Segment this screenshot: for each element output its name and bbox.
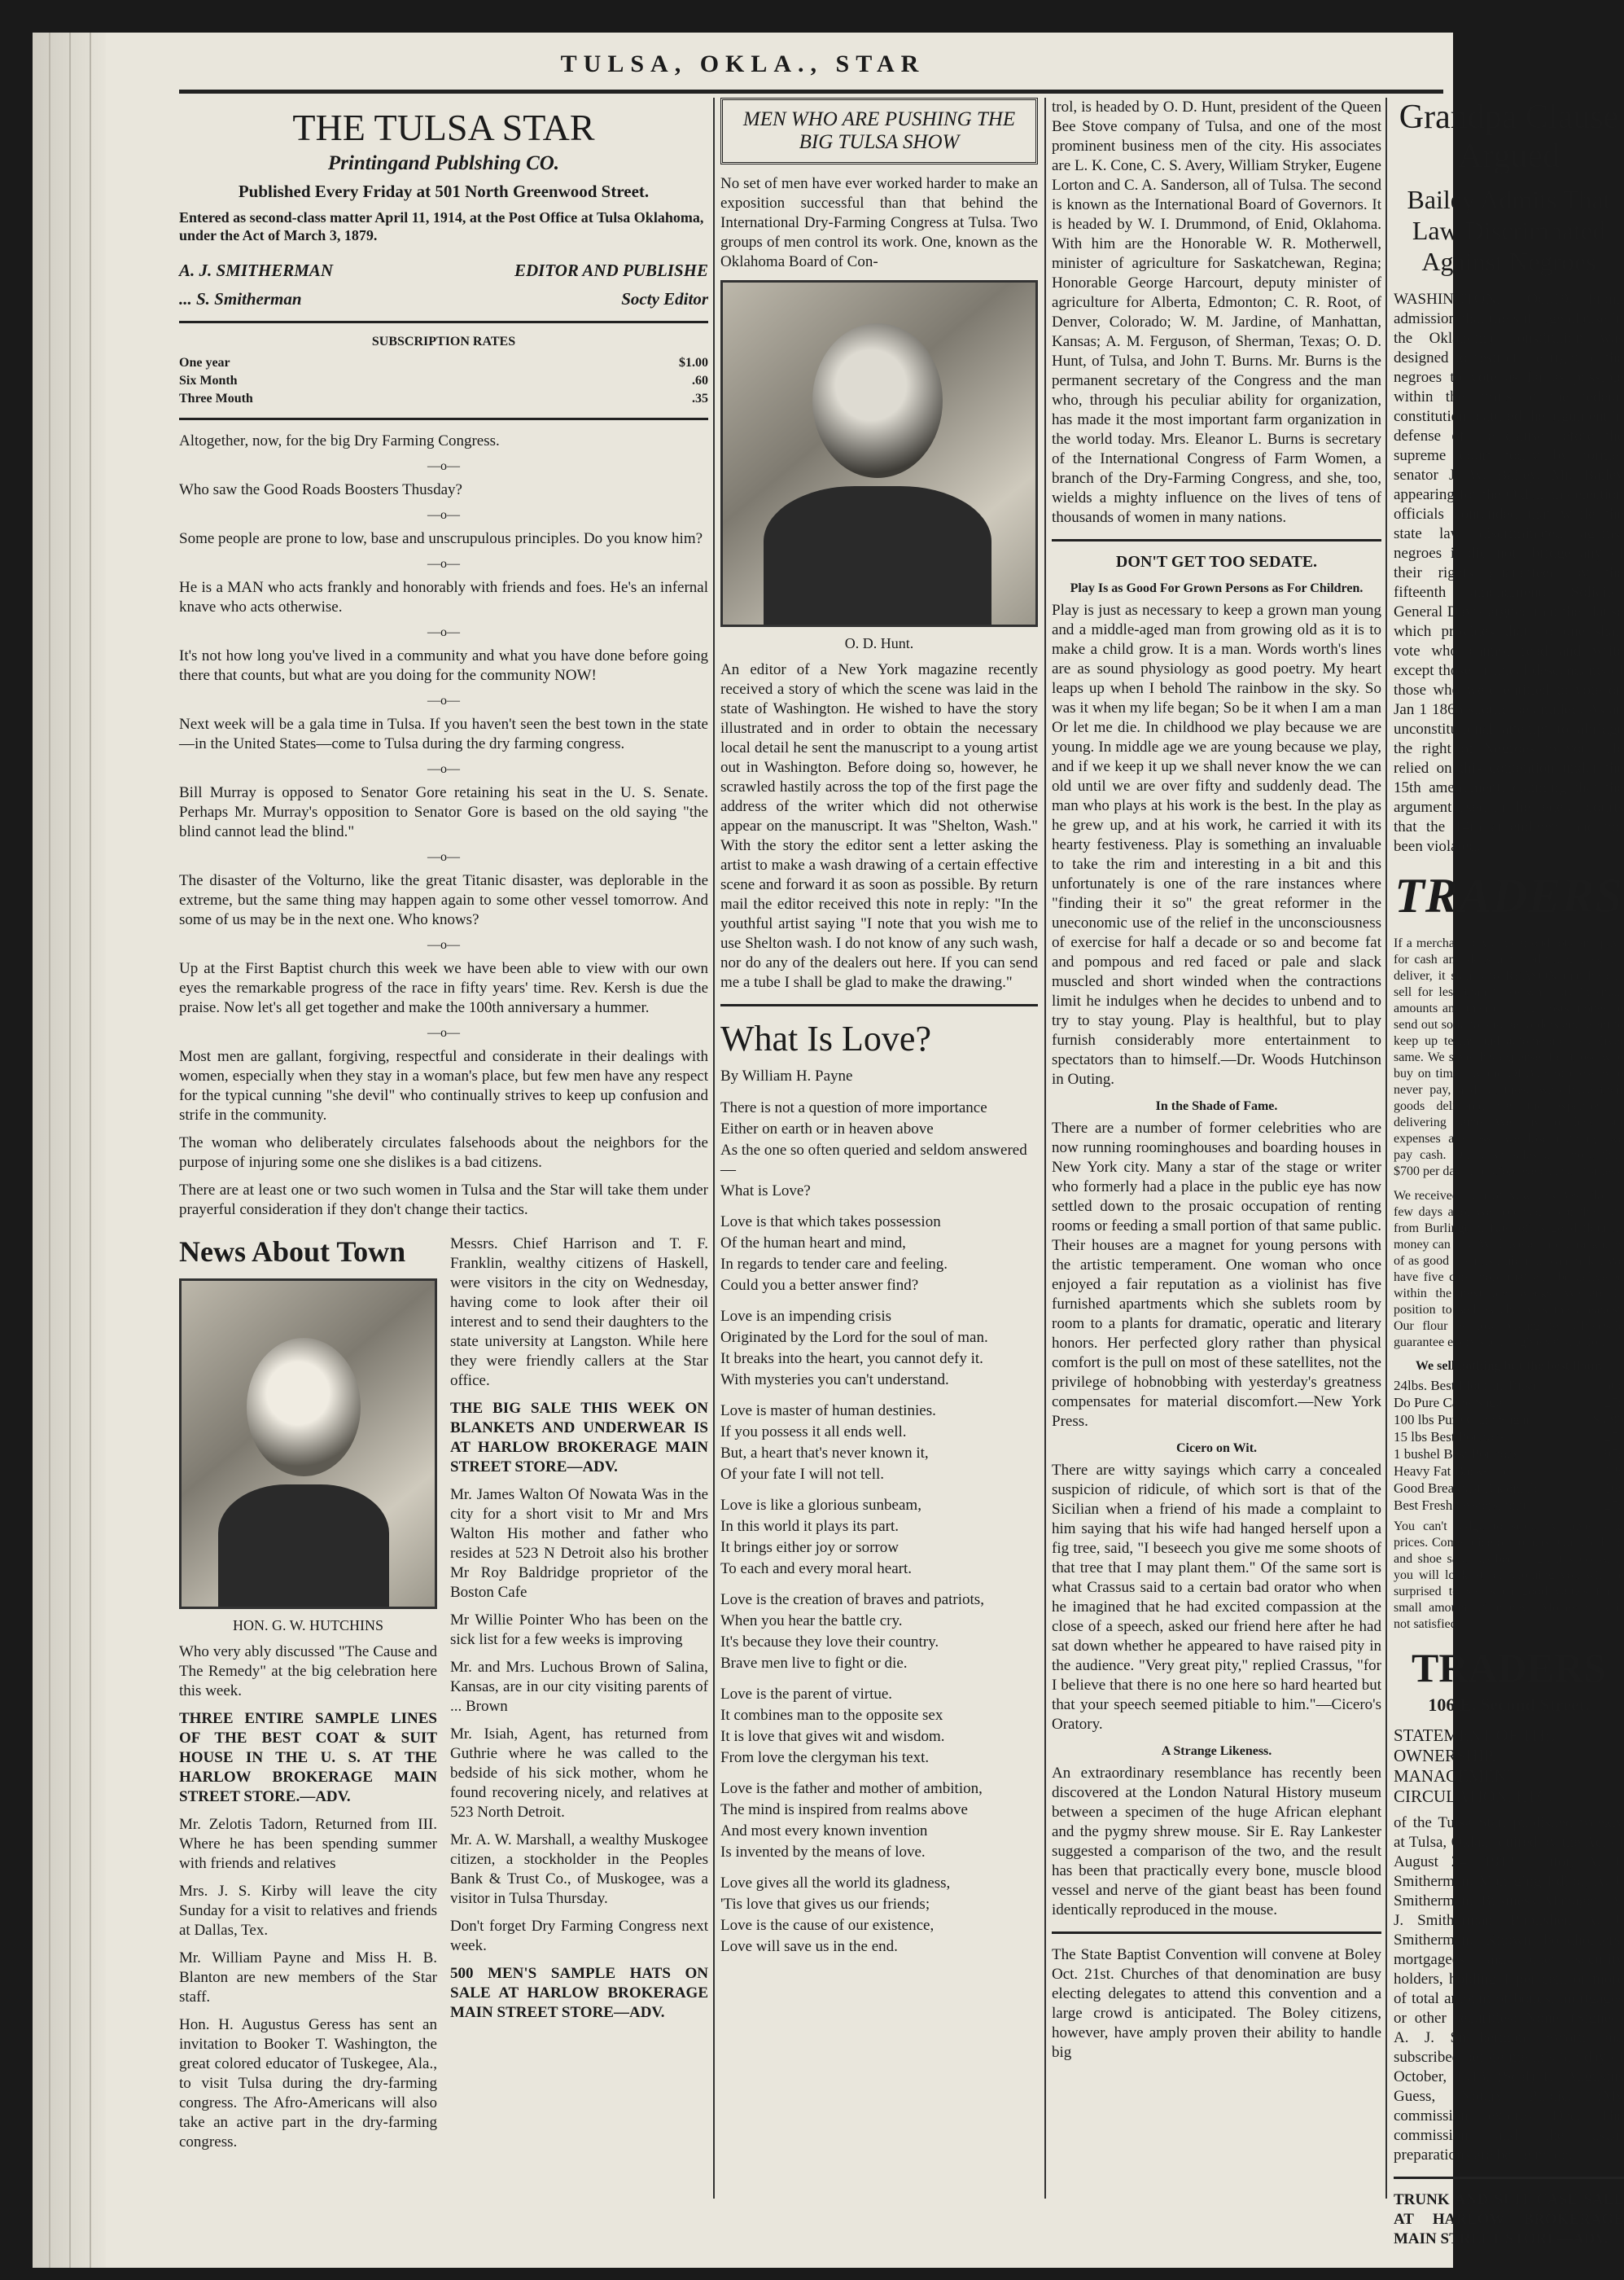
traders-text: If a merchant buys in carload lots and pays for cash and does not credit and does not deliver, it stands to REASON that he can sell for less than those who buy in small amounts and then credit. It costs money to send out solicitors to get orders and want to keep up teams and automobile to deliver same. We save this expense. Let those who buy on time pay the DEBTS of those who never pay, and let those who have their goods delivered pay the expenses of delivering same. We buy for less—our expenses are less—we lose nothing—we pay cash. Our cash sales are more than $700 per day. Therefore we can sell for less. bbox=[1394, 936, 1624, 1178]
poem-line: Love is that which takes possession bbox=[720, 1213, 941, 1230]
poem-line: Either on earth or in heaven above bbox=[720, 1120, 934, 1138]
column-rule bbox=[1385, 98, 1387, 2199]
poem-line: There is not a question of more importance bbox=[720, 1099, 987, 1116]
divider bbox=[179, 418, 708, 420]
price-item: 15 lbs Best Potatoes bbox=[1394, 1429, 1506, 1445]
poem-line: Originated by the Lord for the soul of man. bbox=[720, 1329, 988, 1346]
news-about-town-section bbox=[179, 1234, 708, 2160]
poem-line: In regards to tender care and feeling. bbox=[720, 1256, 948, 1273]
news-ad: 500 MEN'S SAMPLE HATS ON SALE AT HARLOW BROKERAGE MAIN STREET STORE—ADV. bbox=[450, 1965, 708, 2021]
poem-line: It brings either joy or sorrow bbox=[720, 1539, 899, 1556]
news-item: Mr. James Walton Of Nowata Was in the city for a short visit to Mr and Mrs Walton His mother and father who resides at 523 N Detroit also his brother Mr Roy Baldridge proprietor of the Boston Cafe bbox=[450, 1486, 708, 1601]
news-item: Who very ably discussed "The Cause and The Remedy" at the big celebration here this week. bbox=[179, 1643, 437, 1699]
poem-line: Love is the parent of virtue. bbox=[720, 1686, 893, 1703]
bailey-text: WASHINGTON, Oct.19.—Frank admission that the suffrage clause in the Oklahoma constitution was designed to restrict the right of the negroes to vote as far as possible within the limits of the federal constitution featured the argument in defense of the clause before the supreme court today by former senator J. W. Bailey. Mr. Bailey appearing for the Oklahoma election officials contended that while the state law discriminated against negroes it did not abridge any of their rights guaranteed by the fifteenth amendment. Solicitor General Davis argued that the clause which provides that no one shall vote who cannot read and write except those or lineal descendants of those who were entitled to vote on Jan 1 1866 should be anulled. As an unconstitutional attempt to abridge the right of Negroes to vote. He relied on this contention under the 15th amendment, claiming that the argument used in the federal courts that the 14th amendment had not been violated. bbox=[1394, 291, 1624, 855]
editorial-paragraph: He is a MAN who acts frankly and honorably with friends and foes. He's an infernal knave who acts otherwise. bbox=[179, 579, 708, 616]
photo-caption: O. D. Hunt. bbox=[844, 635, 914, 651]
poem-line: What is Love? bbox=[720, 1182, 811, 1199]
masthead-rule bbox=[179, 90, 1443, 94]
poem-line: It breaks into the heart, you cannot defy it. bbox=[720, 1350, 983, 1367]
price-value: 25c bbox=[1604, 1497, 1624, 1513]
rate-price: .60 bbox=[692, 374, 708, 388]
article-continued: trol, is headed by O. D. Hunt, president of the Queen Bee Stove company of Tulsa, and one of the most prominent business men of the city. His associates are L. K. Cone, C. S. Avery, William Stryker, Eugene Lorton and C. A. Sanderson, all of Tulsa. The second is known as the International Board of Governors. It is headed by W. I. Drummond, of Enid, Oklahoma. With him are the Honorable W. R. Motherwell, minister of agriculture for Saskatchewan, Regina; Honorable George Harcourt, deputy minister of agriculture for Alberta, Edmonton; C. R. Root, of Denver, Colorado; W. M. Jardine, of Manhattan, Kansas; A. M. Ferguson, of Sherman, Texas; O. D. Hunt, of Tulsa, and John T. Burns. Mr. Burns is the permanent secretary of the Congress and the man who, through his peculiar ability for organization, has made it the most important farm organization in the world today. Mrs. Eleanor L. Burns is secretary of the International Congress of Farm Women, a branch of the Dry-Farming Congress, and she, too, wields a mighty influence on the lives of tens of thousands of women in many nations. bbox=[1052, 99, 1381, 526]
separator: —o— bbox=[427, 938, 460, 952]
divider bbox=[179, 321, 708, 323]
news-item: Mrs. J. S. Kirby will leave the city Sunday for a visit to relatives and friends at Dallas, Tex. bbox=[179, 1883, 437, 1939]
price-item: 100 lbs Pure Cane Sugar bbox=[1394, 1412, 1531, 1427]
portrait-photo-hutchins bbox=[179, 1278, 437, 1609]
flour-text: We received a car of Newton's Best Flour a few days ago. We received a car the 15th from Burlington, Kas. of as good flour as money can buy. We have a car on track now of as good flour as Enid mill can make. We have five cars more that will be delivered within the next few weeks. We are in position to sell as cheap as the cheapest. Our flour is now paying for wholesale guarantee every sack to give satisfaction. bbox=[1394, 1189, 1624, 1349]
price-row bbox=[1394, 1377, 1624, 1394]
traders-address: 106 E. Second Street. bbox=[1428, 1695, 1590, 1715]
news-heading: News About Town bbox=[179, 1235, 406, 1268]
poem-line: Love will save us in the end. bbox=[720, 1938, 898, 1955]
rate-row bbox=[179, 374, 708, 388]
news-item: Mr. Zelotis Tadorn, Returned from III. Where he has been spending summer with friends and relatives bbox=[179, 1816, 437, 1872]
price-row bbox=[1394, 1445, 1624, 1462]
sedate-heading: DON'T GET TOO SEDATE. bbox=[1115, 553, 1318, 571]
poem-stanza bbox=[720, 1496, 1038, 1579]
price-value: 16c bbox=[1604, 1480, 1624, 1496]
news-item: Don't forget Dry Farming Congress next week. bbox=[450, 1918, 708, 1954]
divider bbox=[1052, 1931, 1381, 1934]
poem-line: Love is master of human destinies. bbox=[720, 1402, 936, 1419]
editorial-paragraph: Altogether, now, for the big Dry Farming Congress. bbox=[179, 432, 500, 449]
poem-line: The mind is inspired from realms above bbox=[720, 1801, 968, 1818]
separator: —o— bbox=[427, 694, 460, 708]
news-item: Messrs. Chief Harrison and T. F. Franklin, wealthy citizens of Haskell, were visitors in the city on Wednesday, having come to look after their oil interest and to send their daughters to the state university at Langston. While here they were friendly callers at the Star office. bbox=[450, 1235, 708, 1389]
poem-line: Of the human heart and mind, bbox=[720, 1234, 906, 1252]
price-item: 1 bushel Best Potatoes bbox=[1394, 1446, 1519, 1462]
editor-title: EDITOR AND PUBLISHE bbox=[514, 261, 708, 280]
divider bbox=[1052, 539, 1381, 542]
poem-line: Of your fate I will not tell. bbox=[720, 1466, 885, 1483]
poem-line: It's because they love their country. bbox=[720, 1633, 939, 1651]
statement-heading: STATEMENT OF THE OWNERSHIP, MANAGEMENT, CIRCULATION, ETC. bbox=[1394, 1725, 1556, 1806]
price-value: 25c bbox=[1604, 1429, 1624, 1445]
traders-headline: TRADERS bbox=[1394, 869, 1623, 923]
editorial-paragraph: Who saw the Good Roads Boosters Thusday? bbox=[179, 481, 462, 498]
grandpa-headline: Grandpa Clause Argued bbox=[1399, 99, 1619, 175]
paper-subtitle: Printingand Publshing CO. bbox=[327, 152, 560, 174]
poem-stanza bbox=[720, 1779, 1038, 1862]
separator: —o— bbox=[427, 850, 460, 864]
society-editor-title: Socty Editor bbox=[621, 289, 708, 309]
baptist-convention-text: The State Baptist Convention will convene at Boley Oct. 21st. Churches of that denomination are busy electing delegates to attend this convention and a large crowd is anticipated. The Boley citizens, however, have amply proven their ability to handle big bbox=[1052, 1946, 1381, 2061]
poem-line: As the one so often queried and seldom answered— bbox=[720, 1142, 1027, 1178]
editorial-paragraph: The woman who deliberately circulates falsehoods about the neighbors for the purpose of injuring some one she dislikes is a bad citizens. bbox=[179, 1134, 708, 1171]
news-ad: THE BIG SALE THIS WEEK ON BLANKETS AND UNDERWEAR IS AT HARLOW BROKERAGE MAIN STREET STORE—ADV. bbox=[450, 1400, 708, 1475]
poem-stanza bbox=[720, 1307, 1038, 1390]
traders-headline-2: TRADERS bbox=[1412, 1645, 1606, 1690]
separator: —o— bbox=[427, 762, 460, 776]
news-ad: THREE ENTIRE SAMPLE LINES OF THE BEST COAT & SUIT HOUSE IN THE U. S. AT THE HARLOW BROKERAGE MAIN STREET STORE.—ADV. bbox=[179, 1710, 437, 1805]
trunk-ad: TRUNK AND SUIT CASE SALE AT HARLOW BROKERAGE MAIN STREET STORE—ADV. bbox=[1394, 2191, 1624, 2247]
editor-name: A. J. SMITHERMAN bbox=[179, 261, 334, 280]
poem-line: It combines man to the opposite sex bbox=[720, 1707, 943, 1724]
sedate-subheading: Play Is as Good For Grown Persons as For Children. bbox=[1070, 581, 1364, 595]
news-item: Mr Willie Pointer Who has been on the sick list for a few weeks is improving bbox=[450, 1611, 708, 1648]
editorial-column bbox=[179, 98, 708, 2247]
poem-line: Love is the creation of braves and patriots, bbox=[720, 1591, 984, 1608]
separator: —o— bbox=[427, 508, 460, 522]
editorial-paragraph: It's not how long you've lived in a community and what you have done before going there that counts, but what are you doing for the community NOW! bbox=[179, 647, 708, 684]
published-line: Published Every Friday at 501 North Greenwood Street. bbox=[238, 182, 650, 201]
rate-label: Six Month bbox=[179, 374, 238, 388]
editorial-paragraph: Bill Murray is opposed to Senator Gore retaining his seat in the U. S. Senate. Perhaps Mr. Murray's opposition to Senator Gore is based on the old saying "the blind cannot lead the blind." bbox=[179, 784, 708, 840]
likeness-heading: A Strange Likeness. bbox=[1161, 1744, 1272, 1758]
separator: —o— bbox=[427, 557, 460, 571]
news-item: Mr. William Payne and Miss H. B. Blanton are new members of the Star staff. bbox=[179, 1949, 437, 2006]
rate-label: Three Mouth bbox=[179, 392, 253, 406]
price-intro: We sell nothing but the best flour. bbox=[1415, 1359, 1603, 1373]
cicero-heading: Cicero on Wit. bbox=[1175, 1441, 1258, 1455]
news-item: Mr. Isiah, Agent, has returned from Guthrie where he was called to the bedside of his sick mother, whom he found recovering nicely, and relatives at 523 North Detroit. bbox=[450, 1725, 708, 1821]
society-editor-name: ... S. Smitherman bbox=[179, 289, 302, 309]
poem-line: Love is the father and mother of ambition, bbox=[720, 1780, 983, 1797]
rate-label: One year bbox=[179, 356, 230, 370]
poem-line: Love gives all the world its gladness, bbox=[720, 1874, 951, 1892]
price-value: 25c bbox=[1604, 1395, 1624, 1410]
poem-stanza bbox=[720, 1098, 1038, 1201]
price-list bbox=[1394, 1377, 1624, 1514]
editorial-paragraph: Most men are gallant, forgiving, respectful and considerate in their dealings with women, especially when they stay in a woman's place, but few men have any respect for the typical cunning "she devil" who continually strives to keep up confusion and strife in the community. bbox=[179, 1048, 708, 1124]
rate-price: .35 bbox=[692, 392, 708, 406]
price-item: Heavy Fat Backs, lb bbox=[1394, 1463, 1506, 1479]
poem-line: From love the clergyman his text. bbox=[720, 1749, 930, 1766]
newspaper-page bbox=[33, 33, 1624, 2268]
editorial-paragraph: Next week will be a gala time in Tulsa. If you haven't seen the best town in the state—in the United States—come to Tulsa during the dry farming congress. bbox=[179, 716, 708, 752]
poem-line: Love is an impending crisis bbox=[720, 1308, 892, 1325]
price-value: $4.90 bbox=[1592, 1412, 1624, 1427]
price-item: 24lbs. Best Flour in Tulsa bbox=[1394, 1378, 1537, 1393]
rate-row bbox=[179, 392, 708, 406]
price-item: Do Pure Cane Sugar bbox=[1394, 1395, 1508, 1410]
separator: —o— bbox=[427, 459, 460, 473]
editorial-paragraph: Up at the First Baptist church this week we have been able to view with our own eyes the remarkable progress of the race in fifty years' time. Rev. Kersh is due the praise. Now let's all get together and make the 100th anniversary a hummer. bbox=[179, 960, 708, 1016]
poem-line: If you possess it all ends well. bbox=[720, 1423, 907, 1440]
poem-title: What Is Love? bbox=[720, 1019, 931, 1059]
poem-line: Could you a better answer find? bbox=[720, 1277, 919, 1294]
poem-stanza bbox=[720, 1212, 1038, 1296]
price-row bbox=[1394, 1394, 1624, 1411]
bailey-headline: Bailey Admits That Law Discrimnated Against Negroes bbox=[1407, 185, 1611, 276]
poem-line: And most every known invention bbox=[720, 1822, 928, 1839]
editorial-paragraph: Some people are prone to low, base and unscrupulous principles. Do you know him? bbox=[179, 530, 703, 547]
portrait-face bbox=[812, 323, 943, 478]
shade-heading: In the Shade of Fame. bbox=[1155, 1099, 1278, 1113]
editorial-paragraph: There are at least one or two such women in Tulsa and the Star will take them under prayerful consideration if they don't change their tactics. bbox=[179, 1182, 708, 1218]
poem-line: It is love that gives wit and wisdom. bbox=[720, 1728, 945, 1745]
poem-line: But, a heart that's never known it, bbox=[720, 1445, 929, 1462]
price-row bbox=[1394, 1497, 1624, 1514]
editorial-paragraph: The disaster of the Volturno, like the great Titanic disaster, was deplorable in the extreme, but the same thing may happen again to some other vessel tomorrow. And some of us may be in the next one. Who knows? bbox=[179, 872, 708, 928]
photo-caption: HON. G. W. HUTCHINS bbox=[232, 1617, 383, 1633]
poem-line: With mysteries you can't understand. bbox=[720, 1371, 949, 1388]
likeness-text: An extraordinary resemblance has recently been discovered at the London Natural History museum between a specimen of the huge African elephant and the pygmy shrew mouse. Sir E. Ray Lankester suggested a comparison of the two, and the result has been that practically every bone, muscle blood vessel and nerve of the giant beast has been found identically reproduced in the mouse. bbox=[1052, 1765, 1381, 1918]
article-intro: No set of men have ever worked harder to make an exposition successful than that behind the International Dry-Farming Congress at Tulsa. Two groups of men control its work. One, known as the Oklahoma Board of Con- bbox=[720, 175, 1038, 270]
price-value: 60c bbox=[1604, 1378, 1624, 1393]
poem bbox=[720, 1098, 1038, 1957]
news-item: Mr. A. W. Marshall, a wealthy Muskogee citizen, a stockholder in the Peoples Bank & Trust Co., of Muskogee, was a visitor in Tulsa Thursday. bbox=[450, 1831, 708, 1907]
divider bbox=[720, 1004, 1038, 1006]
column-4 bbox=[1394, 98, 1624, 2247]
column-rule bbox=[713, 98, 715, 2199]
divider bbox=[1394, 2177, 1624, 2179]
poem-line: Is invented by the means of love. bbox=[720, 1844, 926, 1861]
rate-price: $1.00 bbox=[679, 356, 708, 370]
separator: —o— bbox=[427, 1026, 460, 1040]
traders-close: You can't judge to store by advertising prices. Come price our others. Our clothing and shoe sale has been a great success. If you will look at our clothing you will be surprised to see such good values for a small amount of money—Money back if not satisfied bbox=[1394, 1519, 1624, 1631]
masthead: TULSA, OKLA., STAR bbox=[560, 50, 926, 77]
rates-heading: SUBSCRIPTION RATES bbox=[371, 335, 516, 349]
article-text: An editor of a New York magazine recently received a story of which the scene was laid in the state of Washington. He wished to have the story illustrated and in order to obtain the necessary local detail he sent the manuscript to a young artist out in Washington. Before doing so, however, he scrawled hastily across the top of the first page the address of the writer which did not otherwise appear on the manuscript. It was "Shelton, Wash." With the story the editor sent a letter asking the artist to make a wash drawing of a certain effective scene and forward it as soon as possible. By return mail the editor received this note in reply: "In the youthful artist saying "I note that you wish me to use Shelton wash. I do not know of any such wash, nor do any of the dealers out here. If you can send me a tube I shall be glad to make the drawing." bbox=[720, 661, 1038, 991]
news-left-column bbox=[179, 1234, 437, 2160]
sedate-text: Play is just as necessary to keep a grown man young and a middle-aged man from growing old as it is to make a child grow. It is a man. Words worth's lines are as sound physiology as good poetry. My heart leaps up when I behold The rainbow in the sky. So was it when my life began; So be it when I am a man Or let me die. In childhood we play because we are young. In middle age we are young because we play, and if we keep it up we shall never know the we can old until we are over fifty and suddenly dead. The man who plays at his work is the best. In the play as he grew up, and at his work, he carried it with its hearty festiveness. Play is something an invaluable to take the rim and interesting in a bit and this unfortunately is one of the rare instances where "finding their it so" the great reformer in the uneconomic use of the relief in the unconsciousness of exercise for half a decade or so and become fat and pompous and red faced or pale and slack muscled and short winded when the contractions limit he indulges when he decides to unbend and to try to stay young. Play is healthful, but to play furnish considerably more entertainment to spectators than to himself.—Dr. Woods Hutchinson in Outing. bbox=[1052, 602, 1381, 1088]
poem-line: To each and every moral heart. bbox=[720, 1560, 912, 1577]
news-right-column bbox=[450, 1234, 708, 2160]
poem-stanza bbox=[720, 1590, 1038, 1673]
shade-text: There are a number of former celebrities who are now running roominghouses and boarding houses in New York city. Many a star of the stage or writer who formerly had a place in the public eye has now settled down to the prosaic occupation of renting rooms or feeding a small portion of that same public. Their houses are a magnet for young persons with the artistic temperament. One woman who once enjoyed a fair reputation as a violinist has five furnished apartments which she sublets room by room to a plants for dramatic, operatic and literary honors. Her perfected glory rather than physical comfort is the pull on most of these satellites, not the privilege of hobnobbing with yesterday's greatness compensates for material discomfort.—New York Press. bbox=[1052, 1120, 1381, 1430]
poem-line: Brave men live to fight or die. bbox=[720, 1655, 908, 1672]
price-value: 95c bbox=[1604, 1446, 1624, 1462]
portrait-body bbox=[764, 486, 991, 625]
news-item: Mr. and Mrs. Luchous Brown of Salina, Kansas, are in our city visiting parents of ... Brown bbox=[450, 1659, 708, 1715]
poem-stanza bbox=[720, 1401, 1038, 1484]
paper-title: THE TULSA STAR bbox=[292, 107, 595, 148]
statement-text: of the Tulsa Star, published weekly at Tulsa, Okla., reuired by the Act of August 24, 1912: Editor, A. J. Smitherman. Managing Editor, A. J. Smitherman. Business Manager, A. J. Smitherman. Publisher, A. J. Smitherman. Known bondholders, mortgagees and other security holders, holding 1 per cent or more of total amount of bonds, mortgages or other securities: None. (Signed) A. J. Smitherman. Sworn and subscribed before me this 6th day of October, 1913. (Seal) H. Augustus Guess, Notary Public. (My commission expires Dec. The commission and the usual preparations are being made. bbox=[1394, 1814, 1624, 2164]
price-value: 12c bbox=[1604, 1463, 1624, 1479]
boxed-headline: MEN WHO ARE PUSHING THE BIG TULSA SHOW bbox=[720, 98, 1038, 164]
poem-line: When you hear the battle cry. bbox=[720, 1612, 903, 1629]
price-item: Best Fresh Oysters, pint bbox=[1394, 1497, 1527, 1513]
price-row bbox=[1394, 1480, 1624, 1497]
cicero-text: There are witty sayings which carry a concealed suspicion of ridicule, of which sort is that of the Sicilian when a friend of his made a complaint to him saying that his wife had hanged herself upon a fig tree, said, "I beseech you give me some shoots of that tree that I may plant them." Of the same sort is what Crassus said to a certain bad orator who when he imagined that he had excited compassion at the close of a speech, asked our friend here after he had sat down whether he appeared to have raised pity in the audience. "Very great pity," replied Crassus, "for I believe that there is no one here so hard hearted but that your speech seemed pitiable to him."—Cicero's Oratory. bbox=[1052, 1462, 1381, 1733]
portrait-photo-hunt bbox=[720, 280, 1038, 627]
column-rule bbox=[1044, 98, 1046, 2199]
price-row bbox=[1394, 1428, 1624, 1445]
column-2 bbox=[720, 98, 1038, 2247]
price-item: Good Breakfast Bacon, lb bbox=[1394, 1480, 1538, 1496]
editor-line bbox=[179, 261, 708, 281]
column-3 bbox=[1052, 98, 1381, 2247]
poem-stanza bbox=[720, 1685, 1038, 1768]
poem-line: In this world it plays its part. bbox=[720, 1518, 900, 1535]
poem-line: Love is the cause of our existence, bbox=[720, 1917, 935, 1934]
poem-byline: By William H. Payne bbox=[720, 1068, 853, 1085]
portrait-body bbox=[218, 1484, 389, 1607]
news-item: Hon. H. Augustus Geress has sent an invitation to Booker T. Washington, the great colored educator of Tuskegee, Ala., to visit Tulsa during the dry-farming congress. The Afro-Americans will also take an active part in the dry-farming congress. bbox=[179, 2016, 437, 2151]
poem-stanza bbox=[720, 1874, 1038, 1957]
poem-line: Love is like a glorious sunbeam, bbox=[720, 1497, 921, 1514]
page-stack-edge bbox=[33, 33, 106, 2268]
portrait-face bbox=[247, 1338, 361, 1476]
rate-row bbox=[179, 356, 708, 370]
price-row bbox=[1394, 1411, 1624, 1428]
entry-notice: Entered as second-class matter April 11, 1914, at the Post Office at Tulsa Oklahoma, under the Act of March 3, 1879. bbox=[179, 209, 704, 243]
separator: —o— bbox=[427, 625, 460, 639]
society-editor-line bbox=[179, 289, 708, 309]
price-row bbox=[1394, 1462, 1624, 1480]
poem-line: 'Tis love that gives us our friends; bbox=[720, 1896, 930, 1913]
